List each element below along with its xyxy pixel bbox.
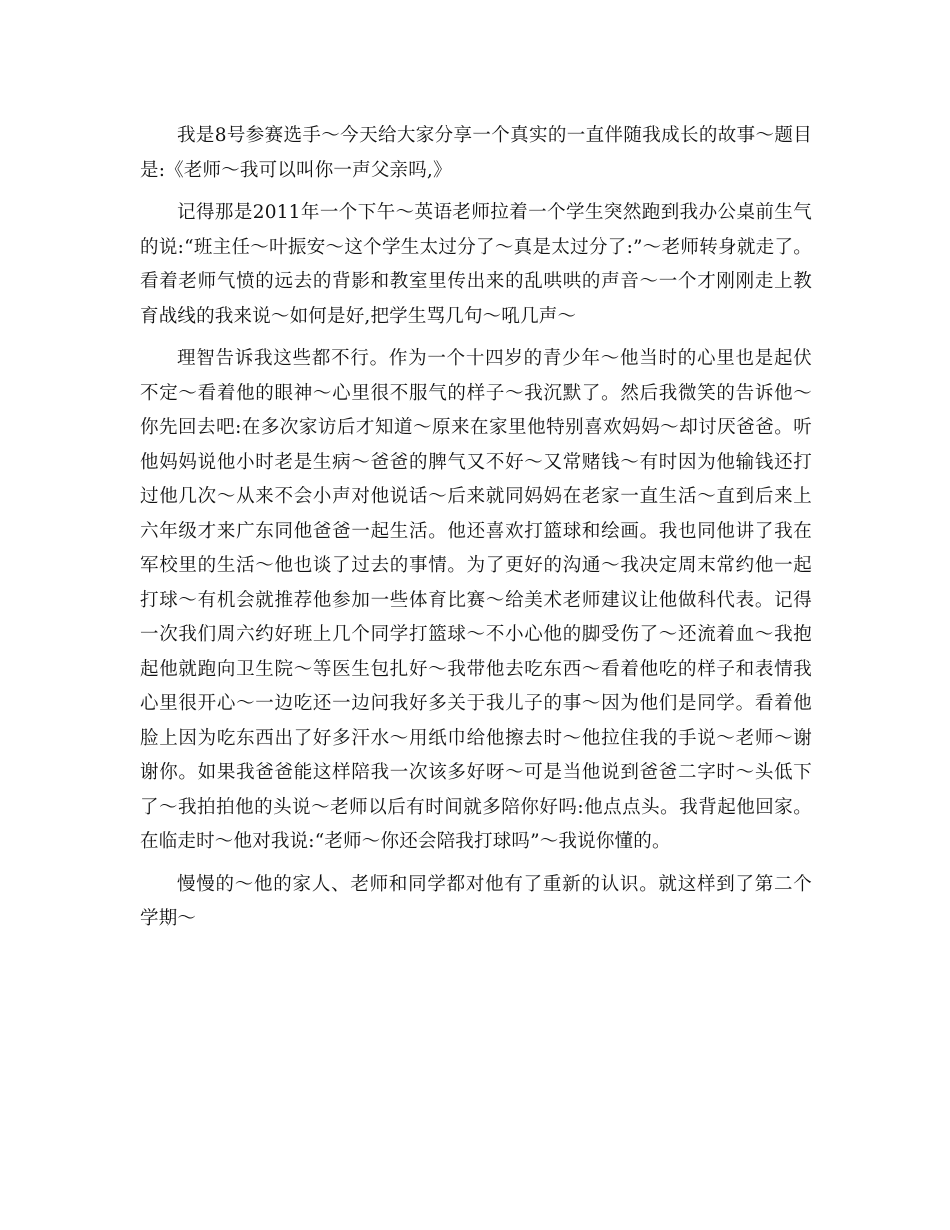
paragraph-intro: 我是8号参赛选手～今天给大家分享一个真实的一直伴随我成长的故事～题目是:《老师～我可以叫你一声父亲吗,》 (140, 125, 812, 181)
paragraph-ending: 慢慢的～他的家人、老师和同学都对他有了重新的认识。就这样到了第二个学期～ (140, 873, 812, 929)
paragraph-story: 理智告诉我这些都不行。作为一个十四岁的青少年～他当时的心里也是起伏不定～看着他的眼神～心里很不服气的样子～我沉默了。然后我微笑的告诉他～你先回去吧:在多次家访后才知道～原来在家里他特别喜欢妈妈～却讨厌爸爸。听他妈妈说他小时老是生病～爸爸的脾气又不好～又常赌钱～有时因为他输钱还打过他几次～从来不会小声对他说话～后来就同妈妈在老家一直生活～直到后来上六年级才来广东同他爸爸一起生活。他还喜欢打篮球和绘画。我也同他讲了我在军校里的生活～他也谈了过去的事情。为了更好的沟通～我决定周末常约他一起打球～有机会就推荐他参加一些体育比赛～给美术老师建议让他做科代表。记得一次我们周六约好班上几个同学打篮球～不小心他的脚受伤了～还流着血～我抱起他就跑向卫生院～等医生包扎好～我带他去吃东西～看着他吃的样子和表情我心里很开心～一边吃还一边问我好多关于我儿子的事～因为他们是同学。看着他脸上因为吃东西出了好多汗水～用纸巾给他擦去时～他拉住我的手说～老师～谢谢你。如果我爸爸能这样陪我一次该多好呀～可是当他说到爸爸二字时～头低下了～我拍拍他的头说～老师以后有时间就多陪你好吗:他点点头。我背起他回家。在临走时～他对我说:“老师～你还会陪我打球吗”～我说你懂的。 (140, 348, 812, 852)
paragraph-incident: 记得那是2011年一个下午～英语老师拉着一个学生突然跑到我办公桌前生气的说:“班主任～叶振安～这个学生太过分了～真是太过分了:”～老师转身就走了。看着老师气愤的远去的背影和教室里传出来的乱哄哄的声音～一个才刚刚走上教育战线的我来说～如何是好,把学生骂几句～吼几声～ (140, 202, 812, 327)
document-body (140, 119, 812, 945)
